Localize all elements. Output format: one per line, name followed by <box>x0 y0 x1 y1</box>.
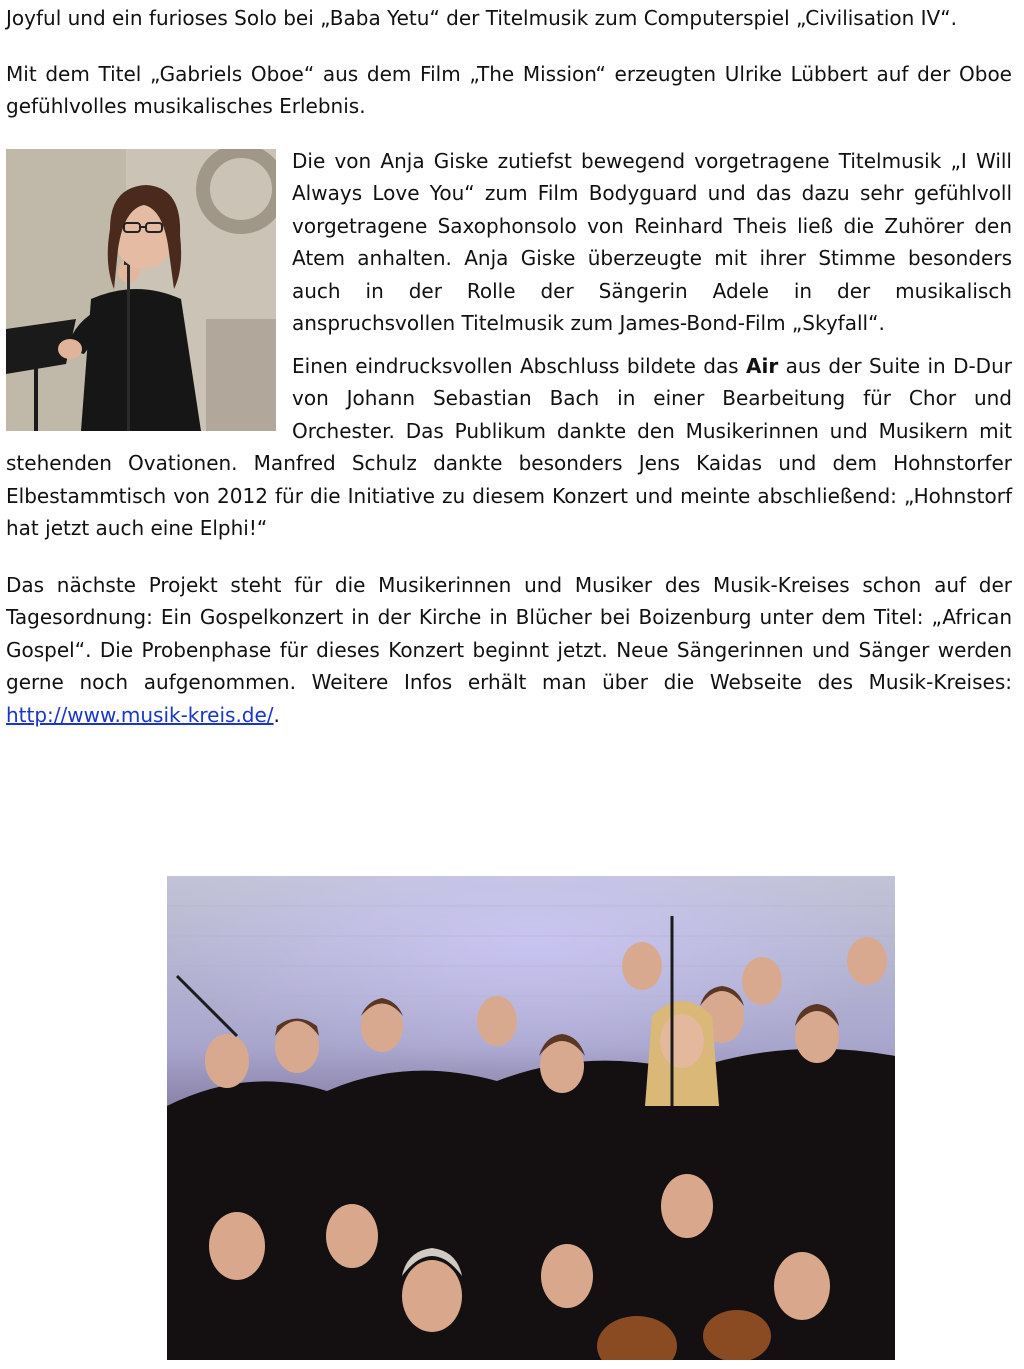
bach-air-text-start: Einen eindrucksvollen Abschluss bildete das <box>292 353 746 378</box>
singer-section <box>6 145 1012 545</box>
document-page <box>6 0 1012 731</box>
paragraph-gabriels-oboe: Mit dem Titel „Gabriels Oboe“ aus dem Film „The Mission“ erzeugten Ulrike Lübbert auf der Oboe gefühlvolles musikalisches Erlebnis. <box>6 61 1012 118</box>
choir-photo-illustration <box>167 876 895 1360</box>
paragraph-next-project <box>6 569 1012 732</box>
paragraph-baba-yetu: Joyful und ein furioses Solo bei „Baba Yetu“ der Titelmusik zum Computerspiel „Civilisation IV“. <box>6 6 957 30</box>
next-project-text: Das nächste Projekt steht für die Musikerinnen und Musiker des Musik-Kreises schon auf der Tagesordnung: Ein Gospelkonzert in der Kirche in Blücher bei Boizenburg unter dem Titel: „African Gospel“. Die Probenphase für dieses Konzert beginnt jetzt. Neue Sängerinnen und Sänger werden gerne noch aufgenommen. Weitere Infos erhält man über die Webseite des Musik-Kreises: <box>6 572 1012 694</box>
musik-kreis-link[interactable]: http://www.musik-kreis.de/ <box>6 702 274 727</box>
paragraph-anja-giske: Die von Anja Giske zutiefst bewegend vorgetragene Titelmusik „I Will Always Love You“ zum Film Bodyguard und das dazu sehr gefühlvoll vorgetragene Saxophonsolo von Reinhard Theis ließ die Zuhörer den Atem anhalten. Anja Giske überzeugte mit ihrer Stimme besonders auch in der Rolle der Sängerin Adele in der musikalisch anspruchsvollen Titelmusik zum James-Bond-Film „Skyfall“. <box>292 148 1012 335</box>
choir-orchestra-photo <box>167 876 895 1360</box>
next-project-period: . <box>273 702 280 727</box>
singer-photo-illustration <box>6 149 276 431</box>
bach-air-bold-word: Air <box>746 353 779 378</box>
singer-photo <box>6 149 276 431</box>
bach-air-text-end: aus der Suite in D-Dur von Johann Sebastian Bach in einer Bearbeitung für Chor und Orchester. Das Publikum dankte den Musikerinnen und Musikern mit stehenden Ovationen. Manfred Schulz dankte besonders Jens Kaidas und dem Hohnstorfer Elbestammtisch von 2012 für die Initiative zu diesem Konzert und meinte abschließend: „Hohnstorf hat jetzt auch eine Elphi!“ <box>6 353 1012 540</box>
